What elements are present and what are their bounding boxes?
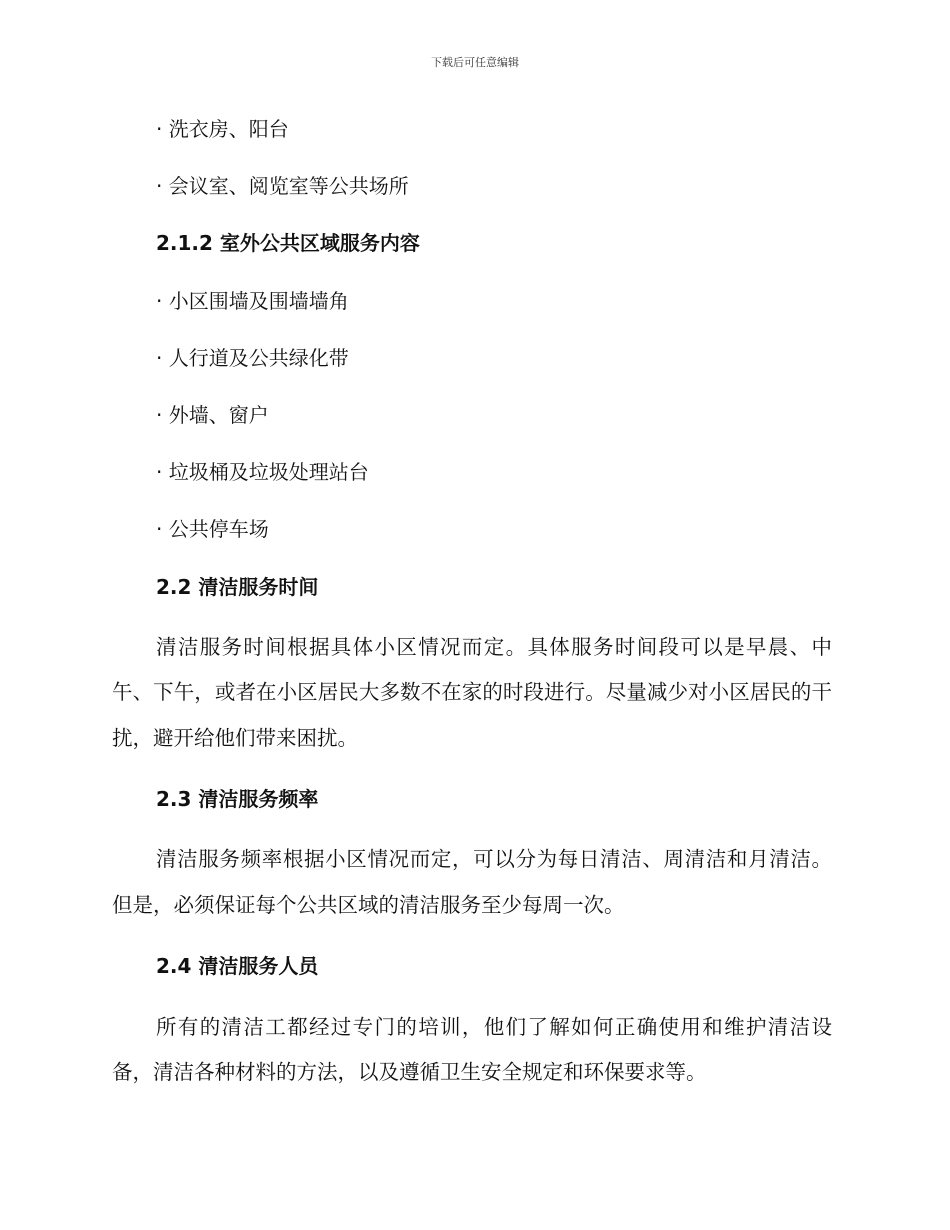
list-item-wall: · 小区围墙及围墙墙角 bbox=[156, 288, 349, 313]
section-heading-staff: 2.4 清洁服务人员 bbox=[156, 954, 319, 979]
section-heading-time: 2.2 清洁服务时间 bbox=[156, 574, 319, 599]
list-item-exterior-wall: · 外墙、窗户 bbox=[156, 402, 269, 427]
paragraph-time: 清洁服务时间根据具体小区情况而定。具体服务时间段可以是早晨、中午、下午，或者在小区居民大多数不在家的时段进行。尽量减少对小区居民的干扰，避开给他们带来困扰。 bbox=[112, 634, 832, 750]
section-heading-frequency: 2.3 清洁服务频率 bbox=[156, 787, 319, 812]
page-header-note: 下载后可任意编辑 bbox=[431, 56, 519, 69]
paragraph-staff: 所有的清洁工都经过专门的培训，他们了解如何正确使用和维护清洁设备，清洁各种材料的方法，以及遵循卫生安全规定和环保要求等。 bbox=[112, 1014, 832, 1085]
list-item-laundry: · 洗衣房、阳台 bbox=[156, 117, 289, 141]
section-heading-outdoor: 2.1.2 室外公共区域服务内容 bbox=[156, 231, 420, 256]
list-item-parking: · 公共停车场 bbox=[156, 517, 269, 542]
list-item-trash: · 垃圾桶及垃圾处理站台 bbox=[156, 460, 369, 485]
list-item-sidewalk: · 人行道及公共绿化带 bbox=[156, 345, 349, 370]
document-body bbox=[112, 110, 832, 1115]
list-item-meeting-room: · 会议室、阅览室等公共场所 bbox=[156, 174, 409, 199]
paragraph-frequency: 清洁服务频率根据小区情况而定，可以分为每日清洁、周清洁和月清洁。但是，必须保证每个公共区域的清洁服务至少每周一次。 bbox=[112, 847, 832, 917]
